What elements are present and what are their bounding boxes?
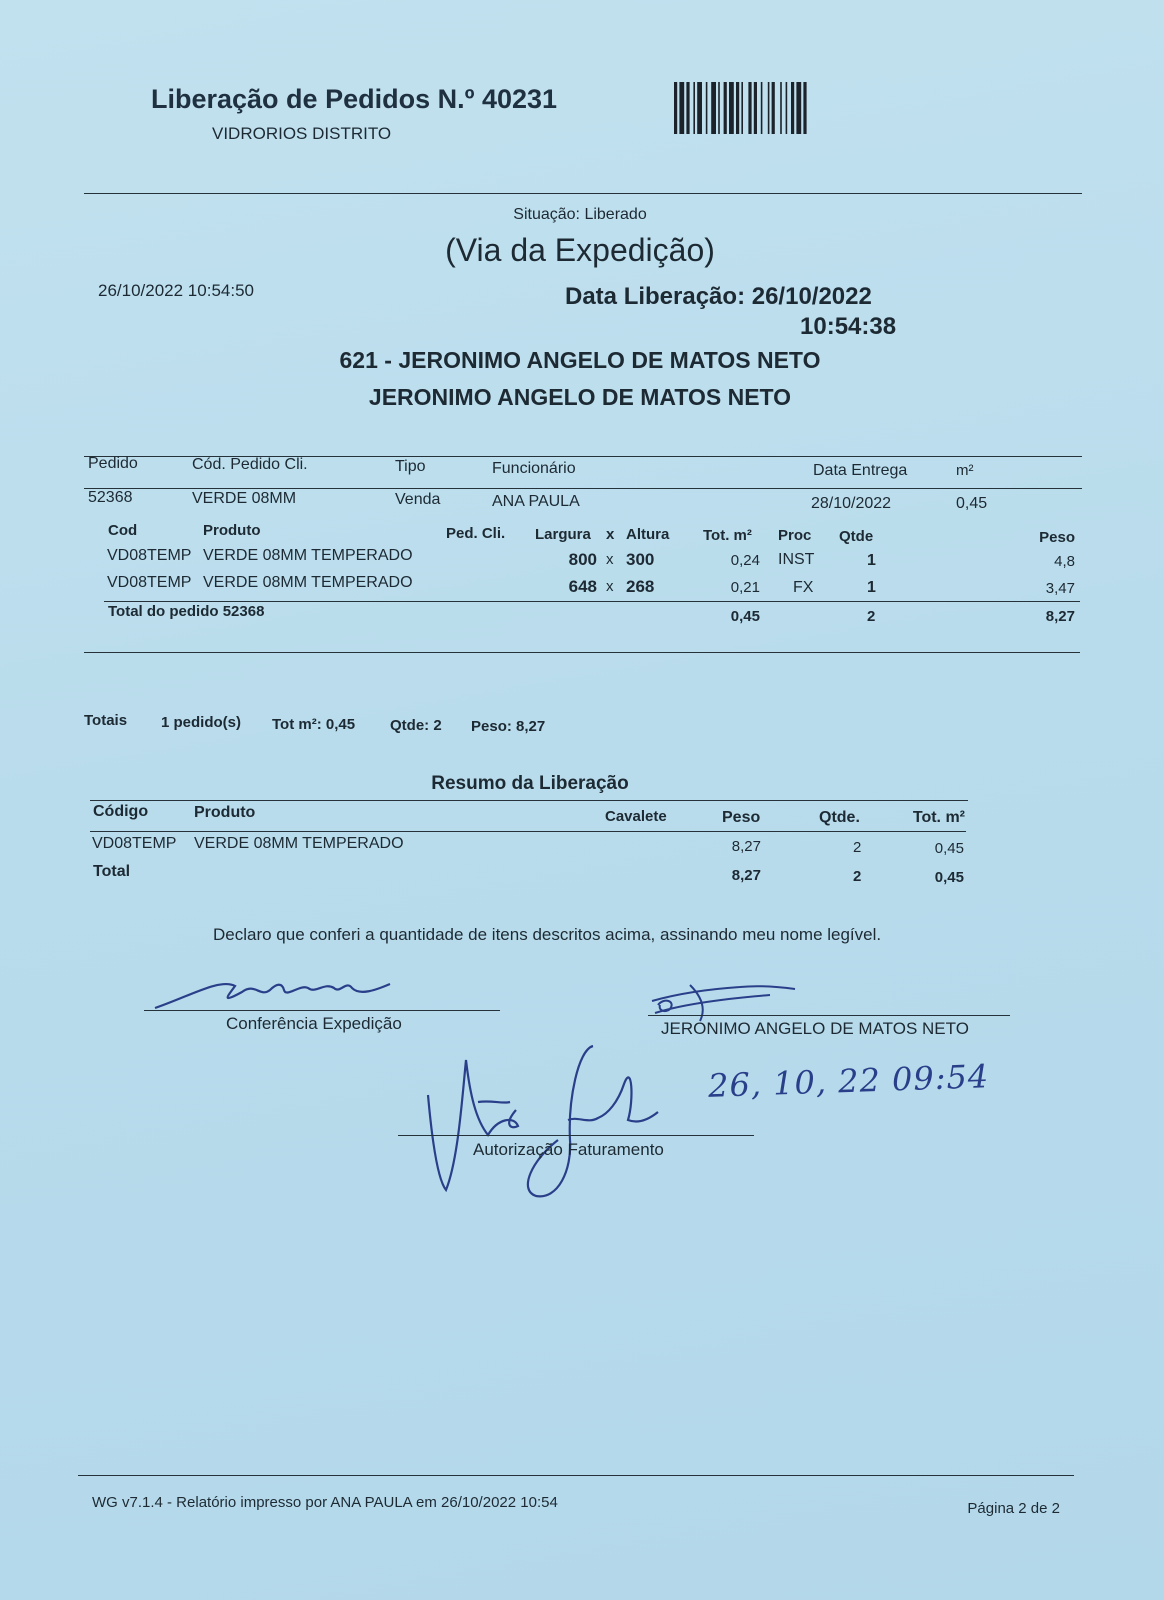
item-2-qtde: 1 — [867, 579, 876, 596]
handwritten-date: 26, 10, 22 09:54 — [707, 1057, 990, 1105]
situacao-label: Situação: Liberado — [513, 206, 647, 223]
items-col-tot-m2: Tot. m² — [703, 527, 752, 544]
footer-divider — [78, 1475, 1074, 1476]
cliente-label: JERONIMO ANGELO DE MATOS NETO — [661, 1019, 969, 1038]
item-1-tot-m2: 0,24 — [730, 552, 760, 569]
resumo-header-line — [90, 831, 966, 832]
resumo-top-line — [90, 800, 968, 801]
col-data-entrega: Data Entrega — [813, 462, 908, 479]
items-total-label: Total do pedido 52368 — [108, 603, 265, 620]
item-2-cod: VD08TEMP — [107, 574, 192, 591]
items-col-proc: Proc — [778, 527, 812, 544]
val-m2: 0,45 — [956, 495, 988, 512]
col-funcionario: Funcionário — [492, 460, 576, 477]
items-total-line — [104, 601, 1080, 602]
resumo-row-peso: 8,27 — [731, 838, 761, 855]
items-col-altura: Altura — [626, 526, 670, 543]
footer-printed-by: WG v7.1.4 - Relatório impresso por ANA PAULA em 26/10/2022 10:54 — [92, 1494, 558, 1511]
items-total-qtde: 2 — [867, 608, 876, 625]
resumo-total-peso: 8,27 — [731, 867, 761, 884]
item-1-proc: INST — [778, 551, 815, 568]
resumo-col-tot-m2: Tot. m² — [912, 809, 965, 826]
val-cod-pedido-cli: VERDE 08MM — [192, 490, 297, 507]
items-col-qtde: Qtde — [839, 528, 874, 545]
barcode-icon — [674, 82, 850, 134]
totais-tot-m2: Tot m²: 0,45 — [272, 716, 356, 733]
document-title: Liberação de Pedidos N.º 40231 — [151, 84, 558, 114]
conferencia-label: Conferência Expedição — [226, 1014, 402, 1033]
item-1-x: x — [606, 551, 614, 568]
resumo-col-codigo: Código — [93, 803, 149, 820]
resumo-row-produto: VERDE 08MM TEMPERADO — [194, 835, 404, 852]
client-signature — [650, 975, 830, 1025]
resumo-total-qtde: 2 — [853, 868, 862, 885]
resumo-col-peso: Peso — [722, 809, 761, 826]
totais-label: Totais — [84, 712, 128, 729]
items-col-ped-cli: Ped. Cli. — [446, 525, 506, 542]
item-2-largura: 648 — [568, 577, 597, 596]
resumo-col-qtde: Qtde. — [819, 809, 860, 826]
resumo-total-tot-m2: 0,45 — [934, 869, 964, 886]
item-2-altura: 268 — [626, 577, 655, 596]
item-2-tot-m2: 0,21 — [730, 579, 760, 596]
items-col-cod: Cod — [108, 522, 138, 539]
item-2-peso: 3,47 — [1045, 580, 1075, 597]
val-data-entrega: 28/10/2022 — [811, 495, 892, 512]
header-divider — [84, 193, 1082, 194]
autorizacao-line — [398, 1135, 754, 1136]
client-name-coded: 621 - JERONIMO ANGELO DE MATOS NETO — [339, 347, 821, 373]
item-2-x: x — [606, 578, 614, 595]
autorizacao-signature — [418, 1040, 678, 1210]
hora-liberacao: 10:54:38 — [800, 313, 897, 340]
conferencia-line — [144, 1010, 500, 1011]
footer-page: Página 2 de 2 — [967, 1500, 1060, 1517]
resumo-col-produto: Produto — [194, 804, 256, 821]
client-name: JERONIMO ANGELO DE MATOS NETO — [368, 384, 792, 410]
val-tipo: Venda — [395, 491, 441, 508]
col-m2: m² — [956, 462, 974, 479]
print-timestamp: 26/10/2022 10:54:50 — [98, 281, 254, 300]
data-liberacao: Data Liberação: 26/10/2022 — [565, 283, 872, 310]
order-section-end — [84, 652, 1080, 653]
item-1-qtde: 1 — [867, 552, 876, 569]
resumo-col-cavalete: Cavalete — [605, 808, 667, 825]
items-col-x: x — [606, 526, 615, 543]
col-tipo: Tipo — [395, 458, 426, 475]
resumo-row-codigo: VD08TEMP — [92, 835, 177, 852]
val-funcionario: ANA PAULA — [492, 493, 580, 510]
totais-peso: Peso: 8,27 — [471, 718, 546, 735]
item-1-produto: VERDE 08MM TEMPERADO — [203, 547, 413, 564]
autorizacao-label: Autorização Faturamento — [473, 1140, 664, 1159]
cliente-line — [648, 1015, 1010, 1016]
items-total-tot-m2: 0,45 — [730, 608, 760, 625]
val-pedido: 52368 — [88, 489, 133, 506]
item-2-produto: VERDE 08MM TEMPERADO — [203, 574, 413, 591]
items-col-largura: Largura — [535, 526, 591, 543]
item-1-cod: VD08TEMP — [107, 547, 192, 564]
item-1-peso: 4,8 — [1054, 553, 1075, 570]
item-1-largura: 800 — [568, 550, 597, 569]
order-table-header-line — [84, 488, 1082, 489]
declaration-text: Declaro que conferi a quantidade de itens descritos acima, assinando meu nome legível. — [213, 925, 882, 944]
resumo-title: Resumo da Liberação — [431, 773, 629, 794]
totais-pedidos: 1 pedido(s) — [161, 714, 242, 731]
col-pedido: Pedido — [88, 455, 138, 472]
company-name: VIDRORIOS DISTRITO — [212, 124, 392, 143]
col-cod-pedido-cli: Cód. Pedido Cli. — [192, 456, 308, 473]
items-col-produto: Produto — [203, 522, 261, 539]
items-col-peso: Peso — [1039, 529, 1075, 546]
totais-qtde: Qtde: 2 — [390, 717, 442, 734]
resumo-row-qtde: 2 — [853, 839, 862, 856]
resumo-row-tot-m2: 0,45 — [934, 840, 964, 857]
item-1-altura: 300 — [626, 550, 655, 569]
resumo-total-label: Total — [93, 863, 131, 880]
item-2-proc: FX — [793, 579, 814, 596]
via-label: (Via da Expedição) — [445, 232, 715, 268]
items-total-peso: 8,27 — [1045, 608, 1075, 625]
